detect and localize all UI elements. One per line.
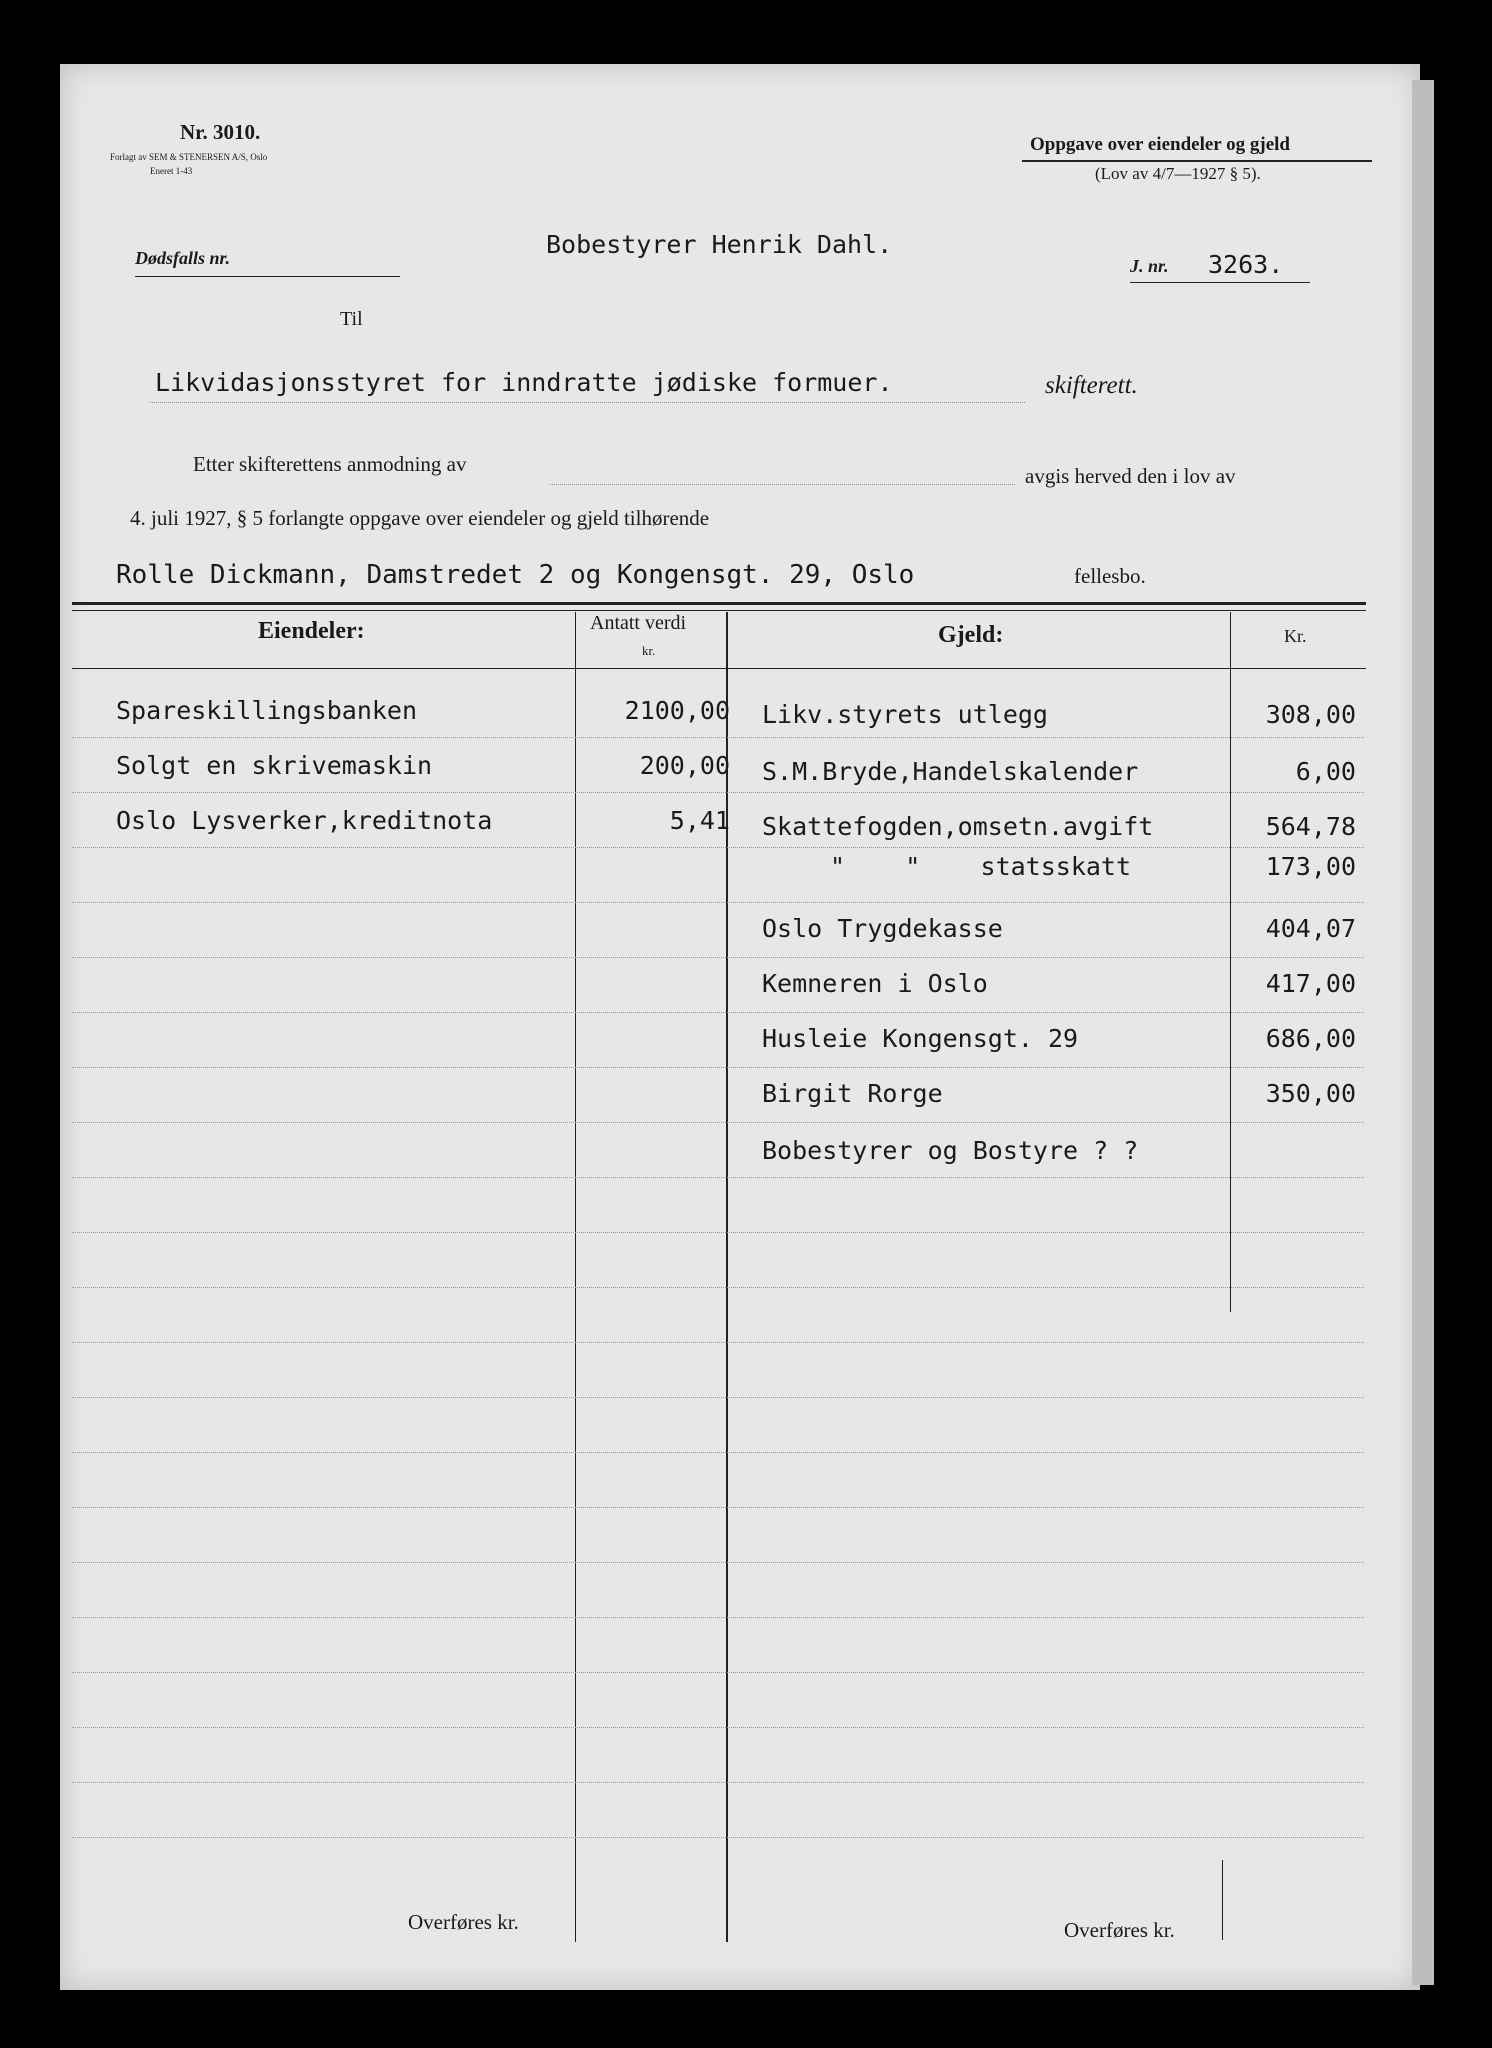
debt-name: Skattefogden,omsetn.avgift [762,812,1154,841]
table-top-rule [72,602,1366,605]
form-title: Oppgave over eiendeler og gjeld [1030,134,1290,155]
table-top-rule-2 [72,610,1366,611]
debt-amount: 417,00 [1265,969,1356,998]
estate-owner: Rolle Dickmann, Damstredet 2 og Kongensgt. 29, Oslo [116,560,915,590]
request-text-2: avgis herved den i lov av [1025,464,1236,488]
ruled-line [72,1177,1364,1178]
estate-suffix: fellesbo. [1074,564,1146,588]
debt-amount: 564,78 [1265,812,1356,841]
ruled-line [72,1562,1364,1563]
ruled-line [72,1727,1364,1728]
death-number-label: Dødsfalls nr. [135,248,231,268]
debt-amount: 308,00 [1265,700,1356,729]
publisher-line-2: Eneret 1-43 [150,166,193,176]
recipient-line [150,402,1025,403]
form-sheet [60,64,1420,1990]
ruled-line [72,737,1364,738]
carry-over-assets: Overføres kr. [408,1910,519,1934]
debt-amount: 686,00 [1265,1024,1356,1053]
debt-amount: 404,07 [1265,914,1356,943]
ruled-line [72,1672,1364,1673]
ruled-line [72,1507,1364,1508]
publisher-line-1: Forlagt av SEM & STENERSEN A/S, Oslo [110,152,268,162]
request-text-1: Etter skifterettens anmodning av [193,452,467,476]
ruled-line [72,1452,1364,1453]
debt-name: Oslo Trygdekasse [762,914,1003,943]
debt-amount: 350,00 [1265,1079,1356,1108]
ruled-line [72,1232,1364,1233]
request-text-line-2: 4. juli 1927, § 5 forlangte oppgave over eiendeler og gjeld tilhørende [130,506,710,530]
to-label: Til [340,308,363,330]
assets-column-divider [575,612,576,1942]
sheet-edge [1412,80,1434,1985]
ruled-line [72,1342,1364,1343]
journal-number-line [1130,282,1310,283]
ruled-line [72,1012,1364,1013]
ruled-line [72,1837,1364,1838]
debt-amount: 6,00 [1295,757,1356,786]
recipient: Likvidasjonsstyret for inndratte jødiske formuer. [155,368,893,397]
table-header-rule [72,668,1366,669]
debt-amount: 173,00 [1265,852,1356,881]
law-reference: (Lov av 4/7—1927 § 5). [1095,164,1261,183]
carry-over-debts: Overføres kr. [1064,1918,1175,1942]
asset-value: 200,00 [639,751,730,780]
debt-name: S.M.Bryde,Handelskalender [762,757,1139,786]
debt-name: Likv.styrets utlegg [762,700,1048,729]
administrator-name: Bobestyrer Henrik Dahl. [546,230,893,259]
value-header: Antatt verdi [590,612,687,634]
debts-column-divider-bottom [1222,1860,1223,1940]
asset-name: Solgt en skrivemaskin [116,751,433,780]
debt-name: Husleie Kongensgt. 29 [762,1024,1079,1053]
asset-value: 5,41 [669,806,730,835]
ruled-line [72,792,1364,793]
debts-column-divider [1230,612,1231,1312]
asset-name: Oslo Lysverker,kreditnota [116,806,493,835]
debts-header: Gjeld: [938,622,1004,648]
value-header-unit: kr. [642,643,656,658]
asset-value: 2100,00 [624,696,730,725]
debt-name: " " statsskatt [830,852,1132,881]
debts-kr-header: Kr. [1284,626,1307,646]
title-underline [1022,160,1372,162]
journal-number-label: J. nr. [1130,256,1169,276]
ruled-line [72,847,1364,848]
ruled-line [72,1067,1364,1068]
asset-name: Spareskillingsbanken [116,696,418,725]
journal-number-value: 3263. [1208,250,1284,279]
ruled-line [72,1287,1364,1288]
debt-name: Bobestyrer og Bostyre ? ? [762,1136,1139,1165]
ruled-line [72,1782,1364,1783]
debt-name: Birgit Rorge [762,1079,943,1108]
death-number-line [135,276,400,277]
debt-name: Kemneren i Oslo [762,969,988,998]
ruled-line [72,1617,1364,1618]
ruled-line [72,957,1364,958]
ruled-line [72,902,1364,903]
form-number: Nr. 3010. [180,120,261,144]
ruled-line [72,1397,1364,1398]
request-date-line [550,484,1015,485]
assets-header: Eiendeler: [258,618,365,644]
ruled-line [72,1122,1364,1123]
court-suffix: skifterett. [1045,372,1138,399]
